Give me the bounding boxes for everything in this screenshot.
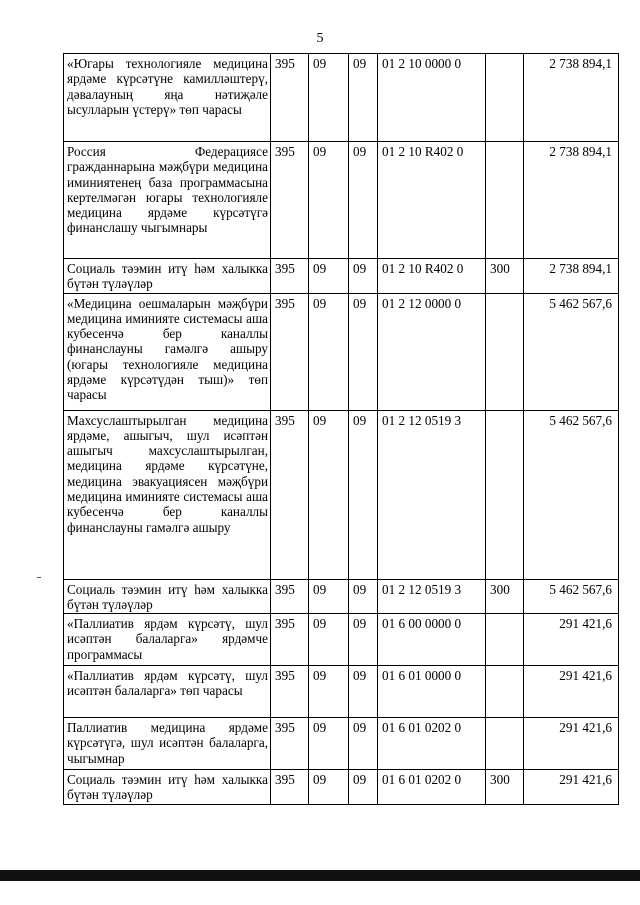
target-item-code: 01 2 12 0519 3 [378, 410, 486, 579]
ministry-code: 395 [271, 579, 309, 614]
section-code: 09 [309, 614, 349, 666]
subsection-code: 09 [349, 293, 378, 410]
section-code: 09 [309, 770, 349, 805]
subsection-code: 09 [349, 770, 378, 805]
amount: 5 462 567,6 [524, 293, 619, 410]
table-row [64, 718, 619, 770]
amount: 291 421,6 [524, 718, 619, 770]
page-number: 5 [316, 31, 324, 46]
target-item-code: 01 2 10 0000 0 [378, 54, 486, 142]
subsection-code: 09 [349, 718, 378, 770]
ministry-code: 395 [271, 614, 309, 666]
row-description: Россия Федерациясе гражданнарына мәҗбүри медицина иминиятенең база программасына кертелмәгән югары технологияле медицина ярдәме күрсәтүгә финанслашу чыгымнары [64, 142, 271, 259]
row-description: Социаль тәэмин итү һәм халыкка бүтән түләүләр [64, 770, 271, 805]
subsection-code: 09 [349, 666, 378, 718]
expense-type-code [486, 410, 524, 579]
ministry-code: 395 [271, 54, 309, 142]
ministry-code: 395 [271, 293, 309, 410]
row-description: «Югары технологияле медицина ярдәме күрсәтүне камилләштерү, дәвалауның яңа нәтиҗәле ысулларын үстерү» төп чарасы [64, 54, 271, 142]
table-row [64, 142, 619, 259]
margin-mark [37, 577, 41, 578]
row-description: Паллиатив медицина ярдәме күрсәтүгә, шул исәптән балаларга, чыгымнар [64, 718, 271, 770]
ministry-code: 395 [271, 259, 309, 294]
expense-type-code [486, 54, 524, 142]
section-code: 09 [309, 410, 349, 579]
subsection-code: 09 [349, 410, 378, 579]
ministry-code: 395 [271, 718, 309, 770]
expense-type-code: 300 [486, 770, 524, 805]
target-item-code: 01 2 12 0519 3 [378, 579, 486, 614]
table-row [64, 54, 619, 142]
budget-table [63, 53, 619, 805]
amount: 291 421,6 [524, 614, 619, 666]
amount: 291 421,6 [524, 666, 619, 718]
target-item-code: 01 6 00 0000 0 [378, 614, 486, 666]
subsection-code: 09 [349, 54, 378, 142]
target-item-code: 01 2 10 R402 0 [378, 142, 486, 259]
amount: 2 738 894,1 [524, 142, 619, 259]
table-row [64, 614, 619, 666]
subsection-code: 09 [349, 142, 378, 259]
row-description: Махсуслаштырылган медицина ярдәме, ашыгыч, шул исәптән ашыгыч махсуслаштырылган, медицина ярдәме күрсәтүне, медицина эвакуациясен мәҗбүри медицина иминияте системасы аша кубесенчә бер каналлы финанслауны гамәлгә ашыру [64, 410, 271, 579]
row-description: «Медицина оешмаларын мәҗбүри медицина иминияте системасы аша кубесенчә бер каналлы финанслауны гамәлгә ашыру (югары технологияле медицина ярдәме күрсәтүдән тыш)» төп чарасы [64, 293, 271, 410]
section-code: 09 [309, 718, 349, 770]
section-code: 09 [309, 259, 349, 294]
section-code: 09 [309, 142, 349, 259]
ministry-code: 395 [271, 142, 309, 259]
row-description: Социаль тәэмин итү һәм халыкка бүтән түләүләр [64, 579, 271, 614]
expense-type-code [486, 142, 524, 259]
table-row [64, 770, 619, 805]
target-item-code: 01 6 01 0000 0 [378, 666, 486, 718]
table-row [64, 293, 619, 410]
scan-edge-bar [0, 870, 640, 881]
table-row [64, 666, 619, 718]
expense-type-code [486, 666, 524, 718]
expense-type-code [486, 293, 524, 410]
section-code: 09 [309, 293, 349, 410]
table-row [64, 410, 619, 579]
target-item-code: 01 6 01 0202 0 [378, 718, 486, 770]
row-description: Социаль тәэмин итү һәм халыкка бүтән түләүләр [64, 259, 271, 294]
target-item-code: 01 2 10 R402 0 [378, 259, 486, 294]
expense-type-code [486, 718, 524, 770]
target-item-code: 01 6 01 0202 0 [378, 770, 486, 805]
section-code: 09 [309, 666, 349, 718]
amount: 5 462 567,6 [524, 579, 619, 614]
expense-type-code [486, 614, 524, 666]
table-row [64, 259, 619, 294]
expense-type-code: 300 [486, 579, 524, 614]
subsection-code: 09 [349, 259, 378, 294]
subsection-code: 09 [349, 579, 378, 614]
amount: 2 738 894,1 [524, 259, 619, 294]
target-item-code: 01 2 12 0000 0 [378, 293, 486, 410]
section-code: 09 [309, 54, 349, 142]
ministry-code: 395 [271, 666, 309, 718]
ministry-code: 395 [271, 770, 309, 805]
row-description: «Паллиатив ярдәм күрсәтү, шул исәптән балаларга» ярдәмче программасы [64, 614, 271, 666]
table-row [64, 579, 619, 614]
amount: 2 738 894,1 [524, 54, 619, 142]
section-code: 09 [309, 579, 349, 614]
row-description: «Паллиатив ярдәм күрсәтү, шул исәптән балаларга» төп чарасы [64, 666, 271, 718]
expense-type-code: 300 [486, 259, 524, 294]
amount: 291 421,6 [524, 770, 619, 805]
ministry-code: 395 [271, 410, 309, 579]
subsection-code: 09 [349, 614, 378, 666]
amount: 5 462 567,6 [524, 410, 619, 579]
